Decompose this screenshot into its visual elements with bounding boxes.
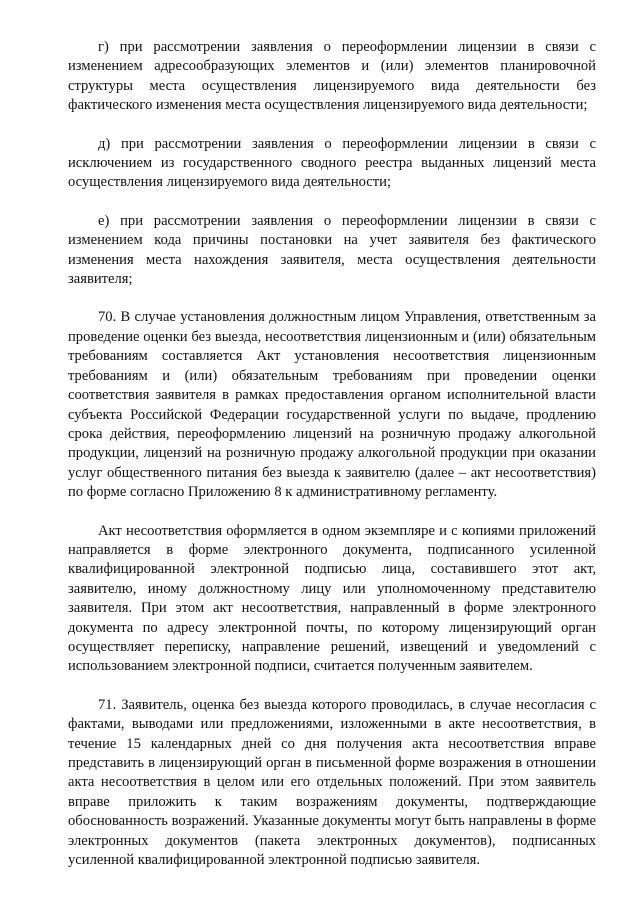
paragraph-item-g: г) при рассмотрении заявления о переоформлении лицензии в связи с изменением адресообразующих элементов и (или) элементов планировочной структуры места осуществления лицензируемого вида деятельности без фактического изменения места осуществления лицензируемого вида деятельности; (68, 39, 596, 114)
paragraph-clause-70: 70. В случае установления должностным лицом Управления, ответственным за проведение оценки без выезда, несоответствия лицензионным и (или) обязательным требованиям составляется Акт установления несоответствия лицензионным требованиям и (или) обязательным требованиям при проведении оценки соответствия заявителя в рамках предоставления органом исполнительной власти субъекта Российской Федерации государственной услуги по выдаче, продлению срока действия, переоформлению лицензий на розничную продажу алкогольной продукции, лицензий на розничную продажу алкогольной продукции при оказании услуг общественного питания без выезда к заявителю (далее – акт несоответствия) по форме согласно Приложению 8 к административному регламенту. (68, 309, 596, 501)
paragraph-item-d: д) при рассмотрении заявления о переоформлении лицензии в связи с исключением из государственного сводного реестра выданных лицензий места осуществления лицензируемого вида деятельности; (68, 135, 596, 191)
document-page (68, 38, 596, 870)
paragraph-item-e: е) при рассмотрении заявления о переоформлении лицензии в связи с изменением кода причины постановки на учет заявителя без фактического изменения места нахождения заявителя, места осуществления деятельности заявителя; (68, 212, 596, 288)
paragraph-act-of-nonconformity: Акт несоответствия оформляется в одном экземпляре и с копиями приложений направляется в форме электронного документа, подписанного усиленной квалифицированной электронной подписью лица, составившего этот акт, заявителю, иному должностному лицу или уполномоченному представителю заявителя. При этом акт несоответствия, направленный в форме электронного документа по адресу электронной почты, по которому лицензирующий орган осуществляет переписку, направление решений, извещений и уведомлений с использованием электронной подписи, считается полученным заявителем. (68, 522, 596, 675)
paragraph-clause-71: 71. Заявитель, оценка без выезда которого проводилась, в случае несогласия с фактами, выводами или предложениями, изложенными в акте несоответствия, в течение 15 календарных дней со дня получения акта несоответствия вправе представить в лицензирующий орган в письменной форме возражения в отношении акта несоответствия в целом или его отдельных положений. При этом заявитель вправе приложить к таким возражениям документы, подтверждающие обоснованность возражений. Указанные документы могут быть направлены в форме электронных документов (пакета электронных документов), подписанных усиленной квалифицированной электронной подписью заявителя. (68, 696, 596, 869)
